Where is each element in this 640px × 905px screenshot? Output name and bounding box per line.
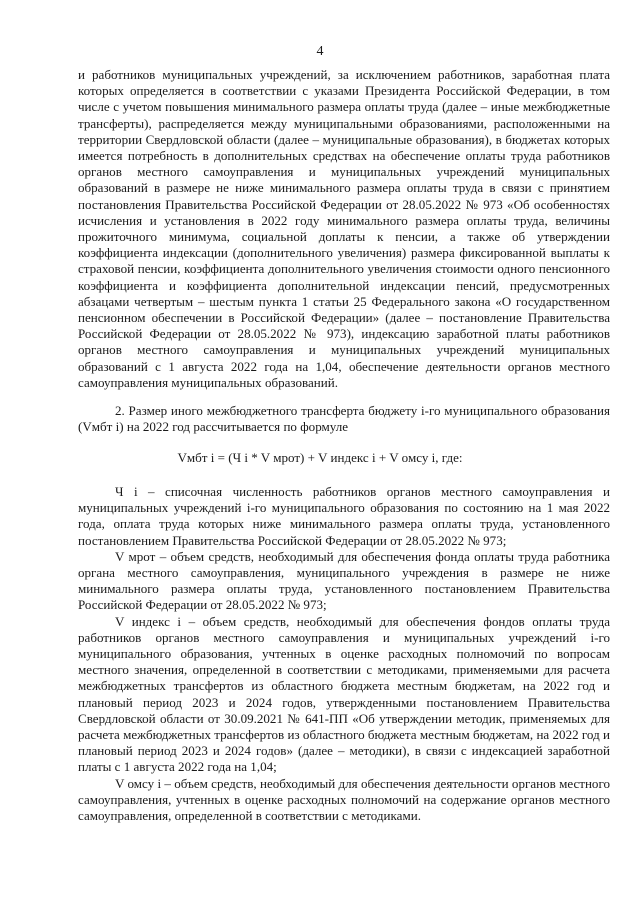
body-text-point-2 bbox=[78, 403, 610, 435]
definitions bbox=[78, 484, 610, 824]
definition-vindex: V индекс i – объем средств, необходимый для обеспечения фондов оплаты труда работников органов местного самоуправления и муниципальных учреждений i-го муниципального образования, учтенных в оценке расходных полномочий по вопросам местного значения, определенной в соответствии с методиками, применяемыми для расчета межбюджетных трансфертов из областного бюджета местным бюджетам, на 2022 год и плановый период 2023 и 2024 годов, утвержденными постановлением Правительства Свердловской области от 30.09.2021 № 641-ПП «Об утверждении методик, применяемых для расчета межбюджетных трансфертов из областного бюджета местным бюджетам, на 2022 год и плановый период 2023 и 2024 годов» (далее – методики), в связи с индексацией заработной платы с 1 августа 2022 года на 1,04; bbox=[78, 613, 610, 775]
formula: Vмбт i = (Ч i * V мрот) + V индекс i + V омсу i, где: bbox=[177, 450, 463, 465]
body-text-top bbox=[78, 67, 610, 391]
definition-chi: Ч i – списочная численность работников органов местного самоуправления и муниципальных учреждений i-го муниципального образования по состоянию на 1 мая 2022 года, оплата труда которых ниже минимального размера оплаты труда, установленного постановлением Правительства Российской Федерации от 28.05.2022 № 973; bbox=[78, 484, 610, 548]
paragraph-point-2: 2. Размер иного межбюджетного трансферта бюджету i-го муниципального образования (Vмбт i) на 2022 год рассчитывается по формуле bbox=[78, 403, 610, 435]
page-number: 4 bbox=[316, 44, 324, 59]
paragraph-continuation: и работников муниципальных учреждений, за исключением работников, заработная плата которых определяется в соответствии с указами Президента Российской Федерации, в том числе с учетом повышения минимального размера оплаты труда (далее – иные межбюджетные трансферты), распределяется между муниципальными образованиями, расположенными на территории Свердловской области (далее – муниципальные образования), в бюджетах которых имеется потребность в дополнительных средствах на обеспечение оплаты труда работников органов местного самоуправления и муниципальных учреждений муниципальных образований в размере не ниже минимального размера оплаты труда в связи с принятием постановления Правительства Российской Федерации от 28.05.2022 № 973 «Об особенностях исчисления и установления в 2022 году минимального размера оплаты труда, величины прожиточного минимума, социальной доплаты к пенсии, а также об утверждении коэффициента индексации (дополнительного увеличения) размера фиксированной выплаты к страховой пенсии, коэффициента дополнительного увеличения стоимости одного пенсионного коэффициента и коэффициента дополнительной индексации пенсий, предусмотренных абзацами четвертым – шестым пункта 1 статьи 25 Федерального закона «О государственном пенсионном обеспечении в Российской Федерации» (далее – постановление Правительства Российской Федерации от 28.05.2022 № 973), индексацию заработной платы работников органов местного самоуправления и муниципальных учреждений муниципальных образований с 1 августа 2022 года на 1,04, обеспечение деятельности органов местного самоуправления муниципальных образований. bbox=[78, 67, 610, 390]
definition-vmrot: V мрот – объем средств, необходимый для обеспечения фонда оплаты труда работника органа местного самоуправления, муниципального учреждения в размере не ниже минимального размера оплаты труда, установленного постановлением Правительства Российской Федерации от 28.05.2022 № 973; bbox=[78, 548, 610, 613]
definition-vomsu: V омсу i – объем средств, необходимый для обеспечения деятельности органов местного самоуправления, учтенных в оценке расходных полномочий на содержание органов местного самоуправления, определенной в соответствии с методиками. bbox=[78, 775, 610, 824]
